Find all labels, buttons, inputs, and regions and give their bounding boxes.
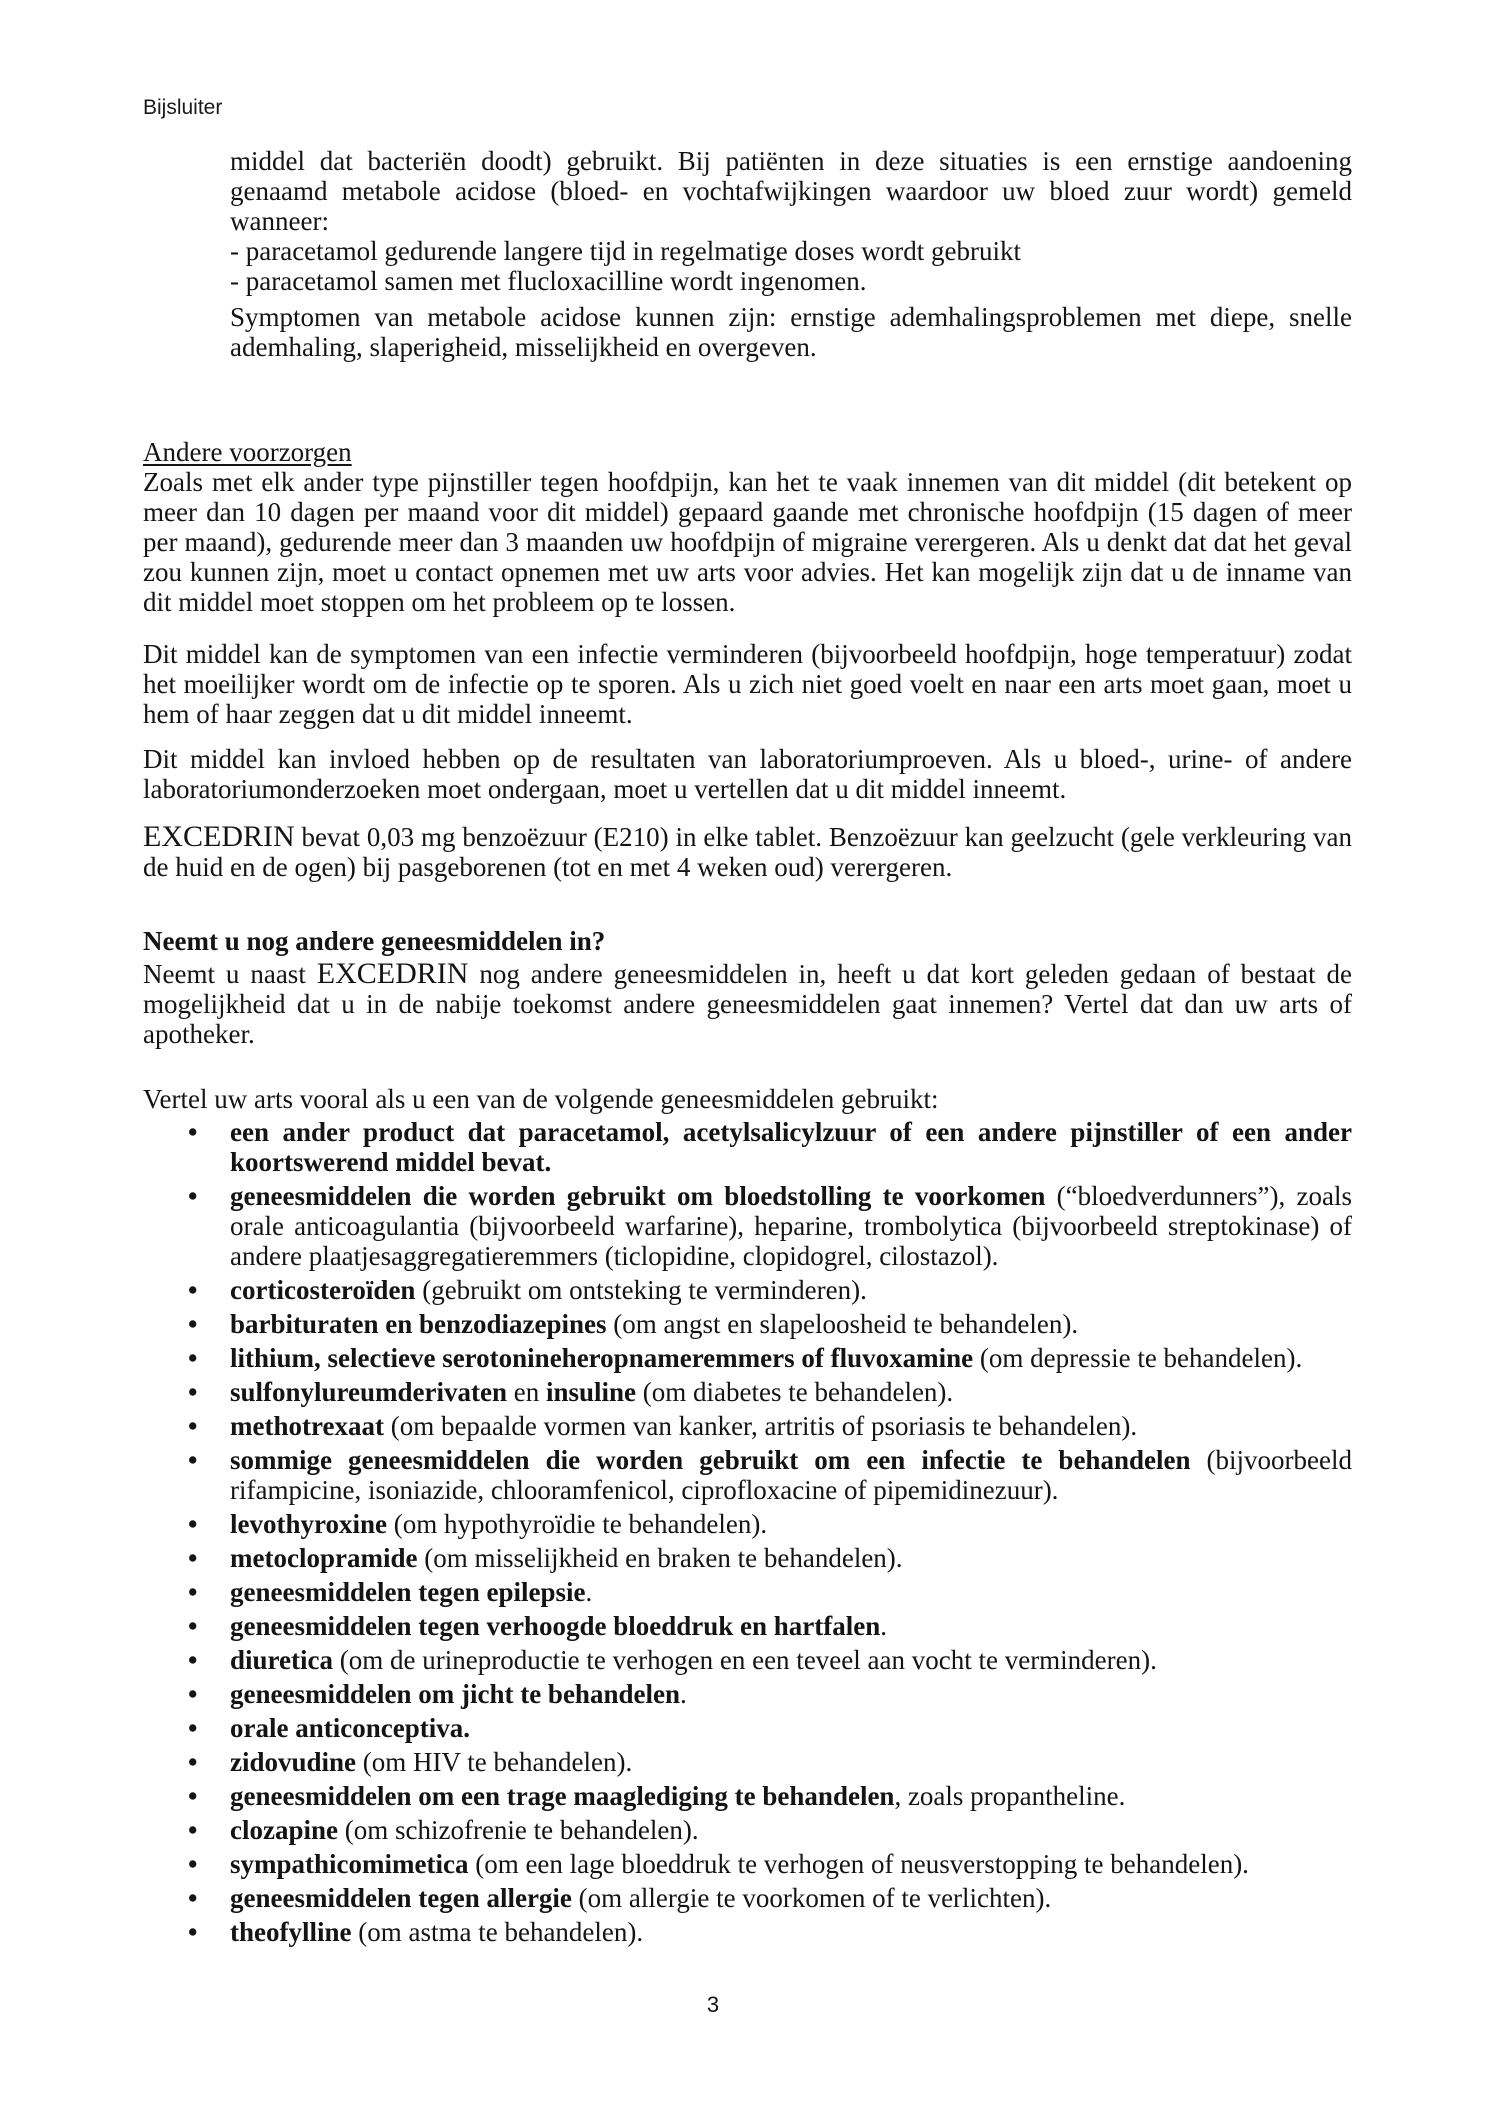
paragraph bbox=[143, 467, 1352, 617]
text-segment-bold: sommige geneesmiddelen die worden gebruikt om een infectie te behandelen bbox=[230, 1445, 1191, 1475]
heading-bold bbox=[143, 926, 1352, 956]
list-item bbox=[143, 1117, 1352, 1177]
paragraph bbox=[143, 639, 1352, 729]
list-item bbox=[143, 1181, 1352, 1271]
text-segment: , zoals propantheline. bbox=[894, 1781, 1126, 1811]
bullet-icon: • bbox=[188, 1713, 198, 1743]
list-item bbox=[143, 1815, 1352, 1845]
text-segment: (om hypothyroïdie te behandelen). bbox=[387, 1509, 768, 1539]
text-segment-bold: methotrexaat bbox=[230, 1411, 384, 1441]
bullet-icon: • bbox=[188, 1309, 198, 1339]
text-segment: (om angst en slapeloosheid te behandelen). bbox=[606, 1309, 1079, 1339]
text-segment: (om bepaalde vormen van kanker, artritis of psoriasis te behandelen). bbox=[383, 1411, 1138, 1441]
bullet-icon: • bbox=[188, 1781, 198, 1811]
text-segment: - paracetamol samen met flucloxacilline wordt ingenomen. bbox=[230, 266, 867, 296]
paragraph bbox=[230, 146, 1352, 236]
text-segment-bold: geneesmiddelen om jicht te behandelen bbox=[230, 1679, 680, 1709]
text-segment: (“bloedverdunners”), zoals orale anticoagulantia (bijvoorbeeld warfarine), heparine, trombolytica (bijvoorbeeld streptokinase) of andere plaatjesaggregatieremmers (ticlopidine, clopidogrel, cilostazol). bbox=[230, 1181, 1352, 1271]
bullet-icon: • bbox=[188, 1445, 198, 1475]
medicine-interaction-list bbox=[143, 1117, 1352, 1947]
text-segment: . bbox=[880, 1611, 887, 1641]
bullet-icon: • bbox=[188, 1747, 198, 1777]
text-segment-bold: een ander product dat paracetamol, acetylsalicylzuur of een andere pijnstiller of een ander koortswerend middel bevat. bbox=[230, 1117, 1352, 1177]
text-segment: (gebruikt om ontsteking te verminderen). bbox=[415, 1275, 867, 1305]
text-segment: (om schizofrenie te behandelen). bbox=[338, 1815, 699, 1845]
text-segment: Zoals met elk ander type pijnstiller tegen hoofdpijn, kan het te vaak innemen van dit middel (dit betekent op meer dan 10 dagen per maand voor dit middel) gepaard gaande met chronische hoofdpijn (15 dagen of meer per maand), gedurende meer dan 3 maanden uw hoofdpijn of migraine verergeren. Als u denkt dat dat het geval zou kunnen zijn, moet u contact opnemen met uw arts voor advies. Het kan mogelijk zijn dat u de inname van dit middel moet stoppen om het probleem op te lossen. bbox=[143, 467, 1352, 617]
bullet-icon: • bbox=[188, 1117, 198, 1147]
heading-underlined bbox=[143, 437, 1352, 467]
text-segment-bold: diuretica bbox=[230, 1645, 333, 1675]
bullet-icon: • bbox=[188, 1577, 198, 1607]
bullet-icon: • bbox=[188, 1411, 198, 1441]
list-item bbox=[143, 1445, 1352, 1505]
list-item bbox=[143, 1747, 1352, 1777]
page-number: 3 bbox=[706, 1992, 720, 2017]
list-item bbox=[143, 1917, 1352, 1947]
text-segment-bold: sulfonylureumderivaten bbox=[230, 1377, 508, 1407]
list-item bbox=[143, 1343, 1352, 1373]
bullet-icon: • bbox=[188, 1917, 198, 1947]
text-segment-bold: barbituraten en benzodiazepines bbox=[230, 1309, 607, 1339]
text-segment-bold: sympathicomimetica bbox=[230, 1849, 469, 1879]
text-segment: (om allergie te voorkomen of te verlichten). bbox=[571, 1883, 1052, 1913]
text-segment: (om diabetes te behandelen). bbox=[636, 1377, 954, 1407]
list-item bbox=[143, 1679, 1352, 1709]
text-segment: (om HIV te behandelen). bbox=[356, 1747, 633, 1777]
list-item bbox=[143, 1781, 1352, 1811]
text-segment: Vertel uw arts vooral als u een van de volgende geneesmiddelen gebruikt: bbox=[143, 1084, 939, 1114]
text-segment: Dit middel kan de symptomen van een infectie verminderen (bijvoorbeeld hoofdpijn, hoge temperatuur) zodat het moeilijker wordt om de infectie op te sporen. Als u zich niet goed voelt en naar een arts moet gaan, moet u hem of haar zeggen dat u dit middel inneemt. bbox=[143, 639, 1352, 729]
list-item bbox=[143, 1275, 1352, 1305]
bullet-icon: • bbox=[188, 1377, 198, 1407]
text-segment: . bbox=[679, 1679, 687, 1709]
text-segment: (om de urineproductie te verhogen en een teveel aan vocht te verminderen). bbox=[333, 1645, 1157, 1675]
text-segment: bevat 0,03 mg benzoëzuur (E210) in elke tablet. Benzoëzuur kan geelzucht (gele verkleuring van de huid en de ogen) bij pasgeborenen (tot en met 4 weken oud) verergeren. bbox=[143, 822, 1352, 882]
text-segment: Symptomen van metabole acidose kunnen zijn: ernstige ademhalingsproblemen met diepe, snelle ademhaling, slaperigheid, misselijkheid en overgeven. bbox=[230, 302, 1352, 362]
text-segment: middel dat bacteriën doodt) gebruikt. Bij patiënten in deze situaties is een ernstige aandoening genaamd metabole acidose (bloed- en vochtafwijkingen waardoor uw bloed zuur wordt) gemeld wanneer: bbox=[230, 146, 1352, 236]
bullet-icon: • bbox=[188, 1343, 198, 1373]
text-segment-bold: theofylline bbox=[230, 1917, 352, 1947]
list-item bbox=[143, 1645, 1352, 1675]
list-item bbox=[143, 1849, 1352, 1879]
text-segment: Neemt u nog andere geneesmiddelen in? bbox=[143, 926, 606, 956]
list-item bbox=[143, 1309, 1352, 1339]
paragraph bbox=[230, 302, 1352, 362]
text-segment: nog andere geneesmiddelen in, heeft u dat kort geleden gedaan of bestaat de mogelijkheid dat u in de nabije toekomst andere geneesmiddelen gaat innemen? Vertel dat dan uw arts of apotheker. bbox=[143, 959, 1353, 1049]
list-item bbox=[143, 1509, 1352, 1539]
text-segment-bold: metoclopramide bbox=[230, 1543, 418, 1573]
bullet-icon: • bbox=[188, 1883, 198, 1913]
page-header-label: Bijsluiter bbox=[143, 96, 223, 119]
text-segment: en bbox=[507, 1377, 546, 1407]
page-footer bbox=[0, 1993, 1494, 2017]
paragraph bbox=[143, 744, 1352, 804]
list-item bbox=[143, 1883, 1352, 1913]
text-segment: Neemt u naast bbox=[143, 959, 317, 989]
paragraph bbox=[230, 236, 1352, 266]
text-segment: (om misselijkheid en braken te behandelen). bbox=[417, 1543, 903, 1573]
text-segment: EXCEDRIN bbox=[143, 820, 295, 853]
text-segment-bold: orale anticonceptiva. bbox=[230, 1713, 470, 1743]
text-segment: . bbox=[585, 1577, 593, 1607]
bullet-icon: • bbox=[188, 1611, 198, 1641]
text-segment-bold: geneesmiddelen om een trage maaglediging te behandelen bbox=[230, 1781, 895, 1811]
document-blocks bbox=[143, 146, 1352, 1947]
list-item bbox=[143, 1713, 1352, 1743]
text-segment: - paracetamol gedurende langere tijd in regelmatige doses wordt gebruikt bbox=[230, 236, 1021, 266]
document-body bbox=[143, 97, 1352, 1951]
paragraph bbox=[143, 822, 1352, 882]
paragraph bbox=[143, 1084, 1352, 1114]
text-segment-bold: levothyroxine bbox=[230, 1509, 387, 1539]
paragraph bbox=[230, 266, 1352, 296]
bullet-icon: • bbox=[188, 1849, 198, 1879]
text-segment-bold: geneesmiddelen tegen allergie bbox=[230, 1883, 572, 1913]
bullet-icon: • bbox=[188, 1509, 198, 1539]
list-item bbox=[143, 1577, 1352, 1607]
text-segment-bold: geneesmiddelen tegen verhoogde bloeddruk en hartfalen bbox=[230, 1611, 881, 1641]
text-segment-bold: geneesmiddelen tegen epilepsie bbox=[230, 1577, 586, 1607]
text-segment-bold: corticosteroïden bbox=[230, 1275, 416, 1305]
bullet-icon: • bbox=[188, 1645, 198, 1675]
text-segment-bold: insuline bbox=[546, 1377, 637, 1407]
text-segment-bold: clozapine bbox=[230, 1815, 338, 1845]
bullet-icon: • bbox=[188, 1275, 198, 1305]
bullet-icon: • bbox=[188, 1815, 198, 1845]
text-segment: (bijvoorbeeld rifampicine, isoniazide, chlooramfenicol, ciprofloxacine of pipemidinezuur). bbox=[230, 1445, 1352, 1505]
text-segment: EXCEDRIN bbox=[316, 957, 469, 990]
paragraph bbox=[143, 959, 1352, 1049]
text-segment-bold: geneesmiddelen die worden gebruikt om bloedstolling te voorkomen bbox=[230, 1181, 1046, 1211]
text-segment-bold: zidovudine bbox=[230, 1747, 357, 1777]
text-segment-bold: lithium, selectieve serotonineheropnameremmers of fluvoxamine bbox=[230, 1343, 974, 1373]
bullet-icon: • bbox=[188, 1181, 198, 1211]
list-item bbox=[143, 1543, 1352, 1573]
list-item bbox=[143, 1411, 1352, 1441]
text-segment: (om astma te behandelen). bbox=[351, 1917, 644, 1947]
text-segment: (om een lage bloeddruk te verhogen of neusverstopping te behandelen). bbox=[468, 1849, 1249, 1879]
list-item bbox=[143, 1377, 1352, 1407]
bullet-icon: • bbox=[188, 1543, 198, 1573]
text-segment: Dit middel kan invloed hebben op de resultaten van laboratoriumproeven. Als u bloed-, urine- of andere laboratoriumonderzoeken moet ondergaan, moet u vertellen dat u dit middel inneemt. bbox=[143, 744, 1352, 804]
text-segment: Andere voorzorgen bbox=[143, 437, 352, 467]
list-item bbox=[143, 1611, 1352, 1641]
bullet-icon: • bbox=[188, 1679, 198, 1709]
text-segment: (om depressie te behandelen). bbox=[973, 1343, 1303, 1373]
